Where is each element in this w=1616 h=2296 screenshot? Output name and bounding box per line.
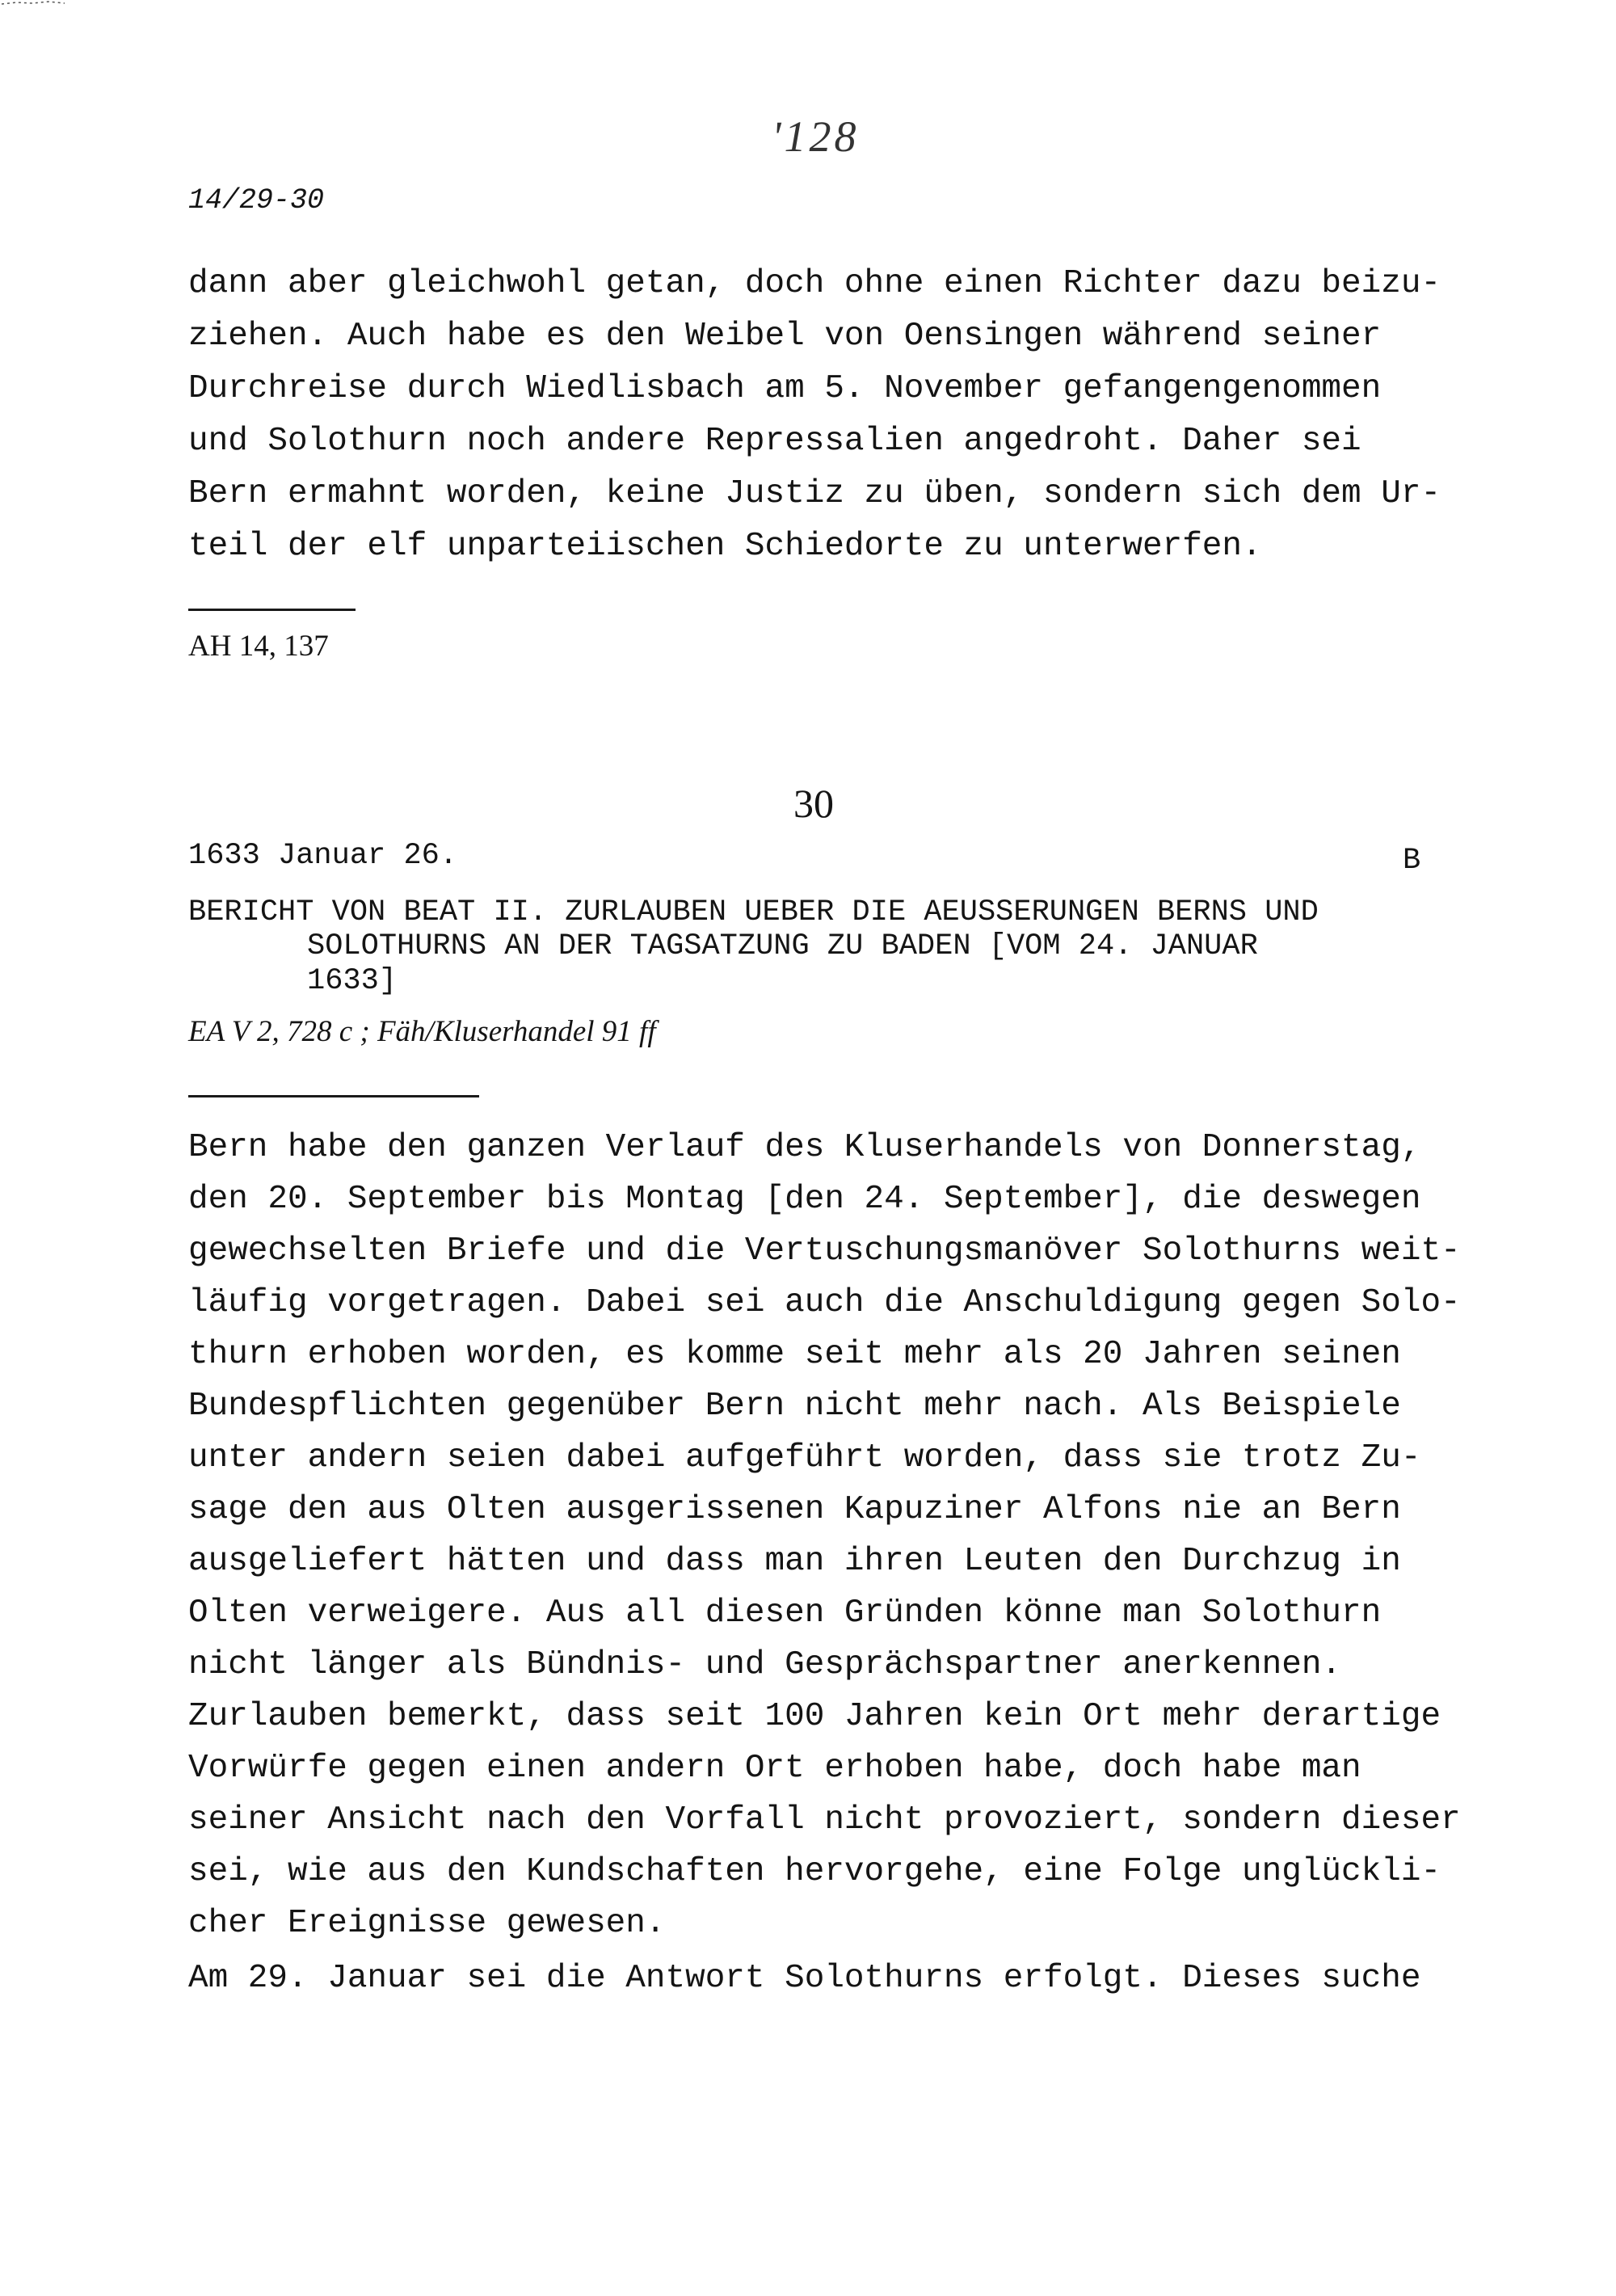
title-line: BERICHT VON BEAT II. ZURLAUBEN UEBER DIE AEUSSERUNGEN BERNS UND	[188, 895, 1319, 929]
text-line: nicht länger als Bündnis- und Gesprächspartner anerkennen.	[188, 1646, 1342, 1683]
text-line: und Solothurn noch andere Repressalien angedroht. Daher sei	[188, 423, 1361, 460]
text-line: Zurlauben bemerkt, dass seit 100 Jahren kein Ort mehr derartige	[188, 1698, 1441, 1735]
entry-category: B	[1403, 844, 1421, 878]
text-line: cher Ereignisse gewesen.	[188, 1905, 666, 1942]
text-line: dann aber gleichwohl getan, doch ohne einen Richter dazu beizu-	[188, 265, 1441, 302]
footnote-rule	[188, 609, 356, 611]
text-line: gewechselten Briefe und die Vertuschungsmanöver Solothurns weit-	[188, 1232, 1461, 1270]
entry-number: 30	[793, 781, 834, 826]
text-line: den 20. September bis Montag [den 24. September], die deswegen	[188, 1181, 1421, 1218]
text-line: thurn erhoben worden, es komme seit mehr als 20 Jahren seinen	[188, 1336, 1401, 1373]
text-line: ziehen. Auch habe es den Weibel von Oensingen während seiner	[188, 318, 1382, 355]
title-line: 1633]	[307, 964, 398, 998]
text-line: seiner Ansicht nach den Vorfall nicht provoziert, sondern dieser	[188, 1801, 1461, 1839]
text-line: sei, wie aus den Kundschaften hervorgehe, eine Folge unglückli-	[188, 1853, 1441, 1890]
text-line: ausgeliefert hätten und dass man ihren Leuten den Durchzug in	[188, 1543, 1401, 1580]
text-line: Vorwürfe gegen einen andern Ort erhoben habe, doch habe man	[188, 1750, 1361, 1787]
text-line: sage den aus Olten ausgerissenen Kapuziner Alfons nie an Bern	[188, 1491, 1401, 1528]
source-reference: AH 14, 137	[188, 630, 329, 663]
running-reference: 14/29-30	[188, 184, 325, 217]
text-line: Bundespflichten gegenüber Bern nicht mehr nach. Als Beispiele	[188, 1388, 1401, 1425]
handwritten-folio-number: '128	[772, 112, 860, 161]
entry-date: 1633 Januar 26.	[188, 839, 458, 873]
section-rule	[188, 1095, 479, 1097]
text-line: Bern ermahnt worden, keine Justiz zu üben, sondern sich dem Ur-	[188, 475, 1441, 512]
text-line: teil der elf unparteiischen Schiedorte zu unterwerfen.	[188, 528, 1262, 565]
text-line: Olten verweigere. Aus all diesen Gründen könne man Solothurn	[188, 1595, 1382, 1632]
scan-artifact	[0, 0, 97, 6]
title-line: SOLOTHURNS AN DER TAGSATZUNG ZU BADEN [VOM 24. JANUAR	[307, 929, 1258, 963]
text-line: läufig vorgetragen. Dabei sei auch die Anschuldigung gegen Solo-	[188, 1284, 1461, 1321]
text-line: Bern habe den ganzen Verlauf des Kluserhandels von Donnerstag,	[188, 1129, 1421, 1166]
entry-references: EA V 2, 728 c ; Fäh/Kluserhandel 91 ff	[188, 1015, 656, 1048]
text-line: Am 29. Januar sei die Antwort Solothurns erfolgt. Dieses suche	[188, 1960, 1421, 1997]
text-line: Durchreise durch Wiedlisbach am 5. November gefangengenommen	[188, 370, 1382, 407]
text-line: unter andern seien dabei aufgeführt worden, dass sie trotz Zu-	[188, 1439, 1421, 1477]
